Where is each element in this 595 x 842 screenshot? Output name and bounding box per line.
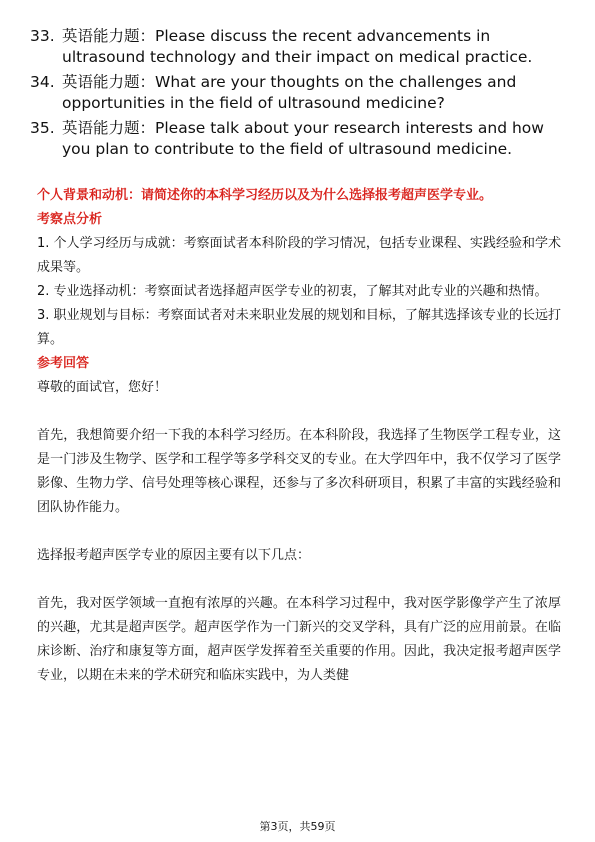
answer-paragraph: 首先，我想简要介绍一下我的本科学习经历。在本科阶段，我选择了生物医学工程专业，这是一门涉及生物学、医学和工程学等多学科交叉的专业。在大学四年中，我不仅学习了医学影像、生物力学、信号处理等核心课程，还参与了多次科研项目，积累了丰富的实践经验和团队协作能力。 bbox=[37, 428, 561, 515]
question-item bbox=[30, 72, 570, 114]
question-text: 英语能力题：What are your thoughts on the challenges and opportunities in the field of ultrasound medicine? bbox=[62, 73, 517, 112]
question-number: 35. bbox=[30, 119, 55, 137]
analysis-point: 2. 专业选择动机：考察面试者选择超声医学专业的初衷，了解其对此专业的兴趣和热情。 bbox=[37, 284, 548, 299]
answer-paragraph: 首先，我对医学领域一直抱有浓厚的兴趣。在本科学习过程中，我对医学影像学产生了浓厚的兴趣，尤其是超声医学。超声医学作为一门新兴的交叉学科，具有广泛的应用前景。在临床诊断、治疗和康复等方面，超声医学发挥着至关重要的作用。因此，我决定报考超声医学专业，以期在未来的学术研究和临床实践中，为人类健 bbox=[37, 596, 561, 683]
analysis-point: 3. 职业规划与目标：考察面试者对未来职业发展的规划和目标，了解其选择该专业的长远打算。 bbox=[37, 308, 561, 347]
greeting: 尊敬的面试官，您好！ bbox=[37, 380, 168, 395]
question-list bbox=[30, 26, 570, 164]
spacer bbox=[37, 400, 561, 424]
question-item bbox=[30, 26, 570, 68]
question-item bbox=[30, 118, 570, 160]
answer-heading: 参考回答 bbox=[37, 356, 90, 371]
analysis-point: 1. 个人学习经历与成就：考察面试者本科阶段的学习情况，包括专业课程、实践经验和学术成果等。 bbox=[37, 236, 561, 275]
question-number: 33. bbox=[30, 27, 55, 45]
analysis-heading: 考察点分析 bbox=[37, 212, 103, 227]
question-heading: 个人背景和动机：请简述你的本科学习经历以及为什么选择报考超声医学专业。 bbox=[37, 188, 493, 203]
question-text: 英语能力题：Please discuss the recent advancements in ultrasound technology and their impact on medical practice. bbox=[62, 27, 533, 66]
page-footer: 第3页，共59页 bbox=[259, 820, 336, 833]
spacer bbox=[37, 568, 561, 592]
question-text: 英语能力题：Please talk about your research interests and how you plan to contribute to the field of ultrasound medicine. bbox=[62, 119, 544, 158]
answer-paragraph: 选择报考超声医学专业的原因主要有以下几点： bbox=[37, 548, 311, 563]
content-section bbox=[37, 184, 561, 688]
spacer bbox=[37, 520, 561, 544]
question-number: 34. bbox=[30, 73, 55, 91]
